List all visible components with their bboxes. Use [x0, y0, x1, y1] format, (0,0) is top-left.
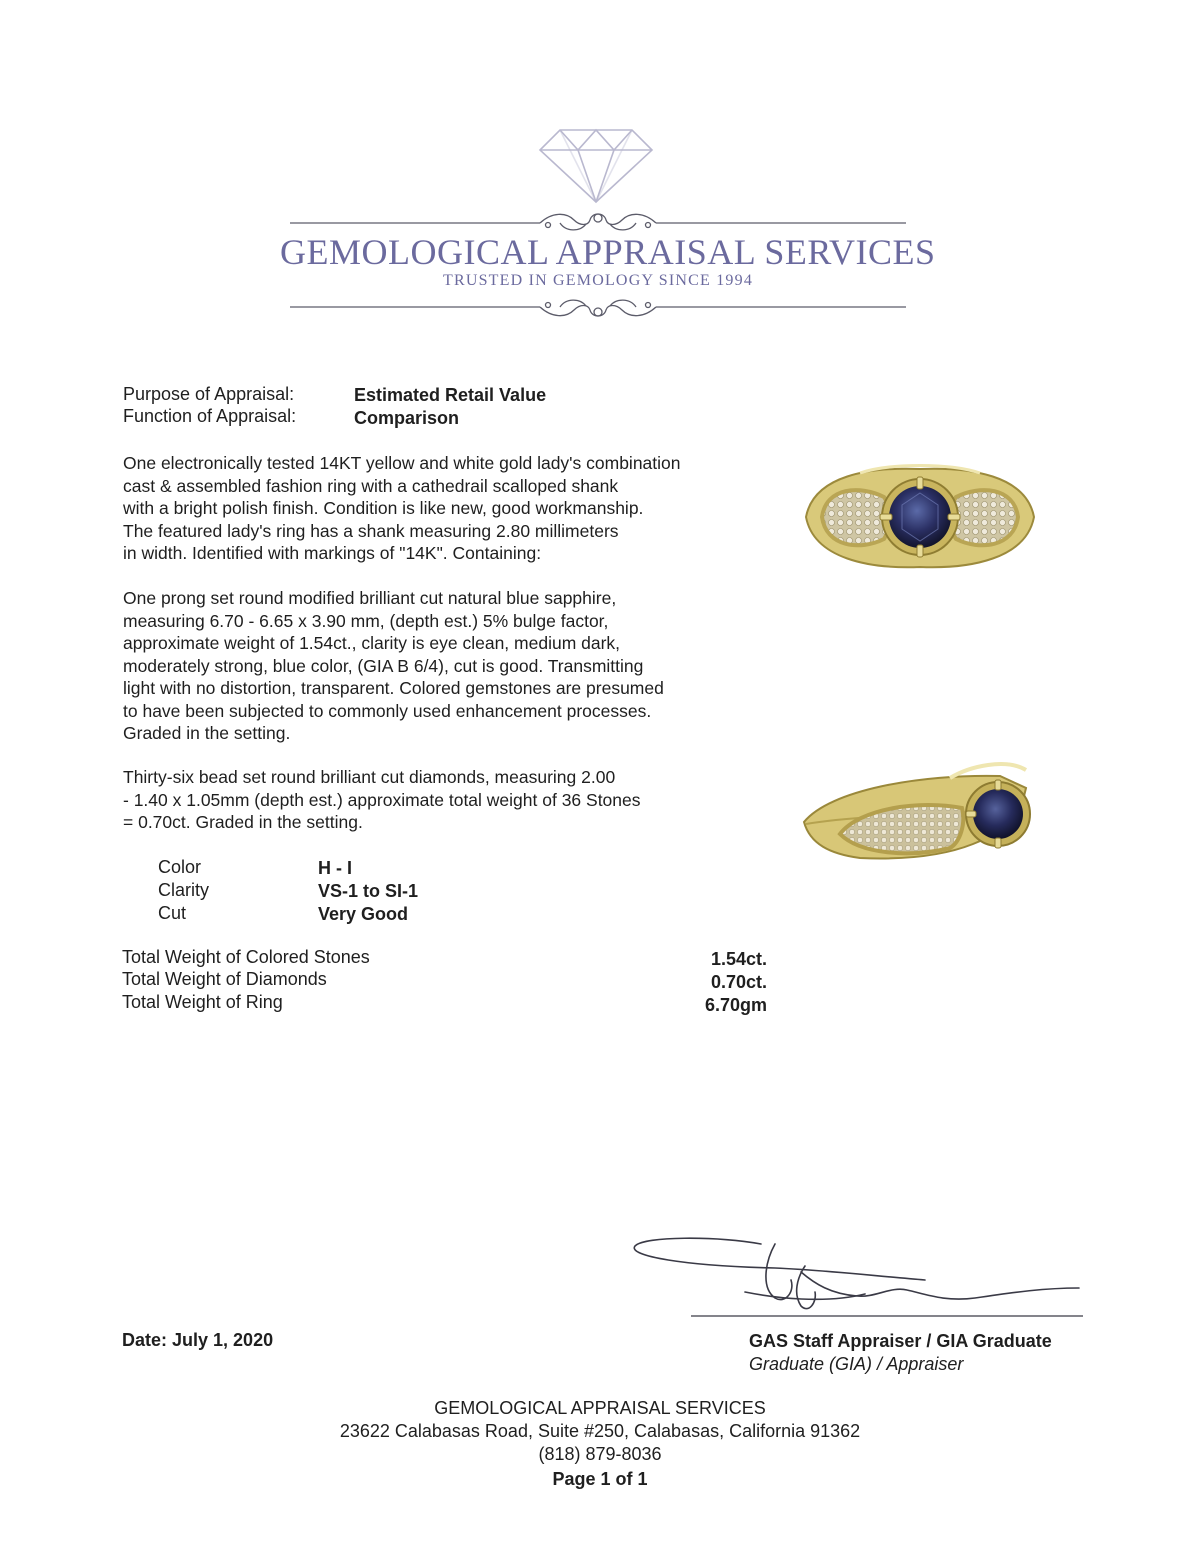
function-value: Comparison	[354, 408, 460, 428]
sapphire-description-line: measuring 6.70 - 6.65 x 3.90 mm, (depth est.) 5% bulge factor,	[123, 610, 609, 631]
sapphire-description-line: moderately strong, blue color, (GIA B 6/4), cut is good. Transmitting	[123, 655, 644, 676]
ring-description-line: cast & assembled fashion ring with a cathedrail scalloped shank	[123, 475, 619, 496]
ring-description-line: The featured lady's ring has a shank measuring 2.80 millimeters	[123, 520, 619, 541]
company-name: GEMOLOGICAL APPRAISAL SERVICES	[280, 232, 936, 272]
purpose-label: Purpose of Appraisal:	[123, 384, 295, 404]
purpose-value: Estimated Retail Value	[354, 385, 547, 405]
footer-company: GEMOLOGICAL APPRAISAL SERVICES	[434, 1398, 766, 1418]
diamond-description-line: Thirty-six bead set round brilliant cut diamonds, measuring 2.00	[123, 767, 616, 787]
page-number: Page 1 of 1	[552, 1469, 648, 1489]
grade-value-color: H - I	[318, 858, 352, 878]
ornament-divider-bottom	[290, 292, 906, 322]
sapphire-description	[123, 587, 664, 745]
grade-label-color: Color	[158, 857, 202, 877]
total-value-ring: 6.70gm	[704, 995, 767, 1015]
ring-photo-side-view	[800, 748, 1040, 873]
function-label: Function of Appraisal:	[123, 406, 297, 426]
total-label-colored-stones: Total Weight of Colored Stones	[122, 947, 370, 967]
grade-label-clarity: Clarity	[158, 880, 210, 900]
sapphire-description-line: light with no distortion, transparent. Colored gemstones are presumed	[123, 678, 664, 698]
total-value-diamonds: 0.70ct.	[710, 972, 767, 992]
signature	[625, 1232, 1085, 1322]
diamond-description-line: = 0.70ct. Graded in the setting.	[123, 812, 363, 832]
diamond-description-line: - 1.40 x 1.05mm (depth est.) approximate total weight of 36 Stones	[123, 789, 641, 810]
sapphire-description-line: Graded in the setting.	[123, 723, 291, 743]
sapphire-description-line: to have been subjected to commonly used enhancement processes.	[123, 700, 652, 721]
footer-phone: (818) 879-8036	[538, 1444, 662, 1464]
sapphire-description-line: One prong set round modified brilliant cut natural blue sapphire,	[123, 588, 617, 608]
grade-value-cut: Very Good	[318, 904, 409, 924]
appraisal-date: Date: July 1, 2020	[122, 1330, 274, 1350]
grade-label-cut: Cut	[158, 903, 187, 923]
footer-address: 23622 Calabasas Road, Suite #250, Calabasas, California 91362	[339, 1421, 861, 1441]
ring-description	[123, 452, 681, 565]
sapphire-description-line: approximate weight of 1.54ct., clarity is eye clean, medium dark,	[123, 633, 621, 653]
ring-description-line: in width. Identified with markings of "14K". Containing:	[123, 543, 542, 563]
ring-description-line: with a bright polish finish. Condition is like new, good workmanship.	[123, 498, 644, 518]
company-logo	[280, 120, 936, 340]
total-value-colored-stones: 1.54ct.	[710, 949, 767, 969]
total-label-ring: Total Weight of Ring	[122, 992, 283, 1012]
appraiser-title: GAS Staff Appraiser / GIA Graduate	[749, 1331, 1052, 1351]
ring-description-line: One electronically tested 14KT yellow and white gold lady's combination	[123, 453, 681, 473]
diamond-description	[123, 766, 641, 834]
grade-value-clarity: VS-1 to SI-1	[318, 881, 419, 901]
diamond-icon	[538, 128, 654, 204]
ring-photo-top-view	[800, 455, 1040, 580]
tagline: TRUSTED IN GEMOLOGY SINCE 1994	[442, 272, 754, 289]
total-label-diamonds: Total Weight of Diamonds	[122, 969, 327, 989]
appraiser-subtitle: Graduate (GIA) / Appraiser	[749, 1354, 964, 1374]
